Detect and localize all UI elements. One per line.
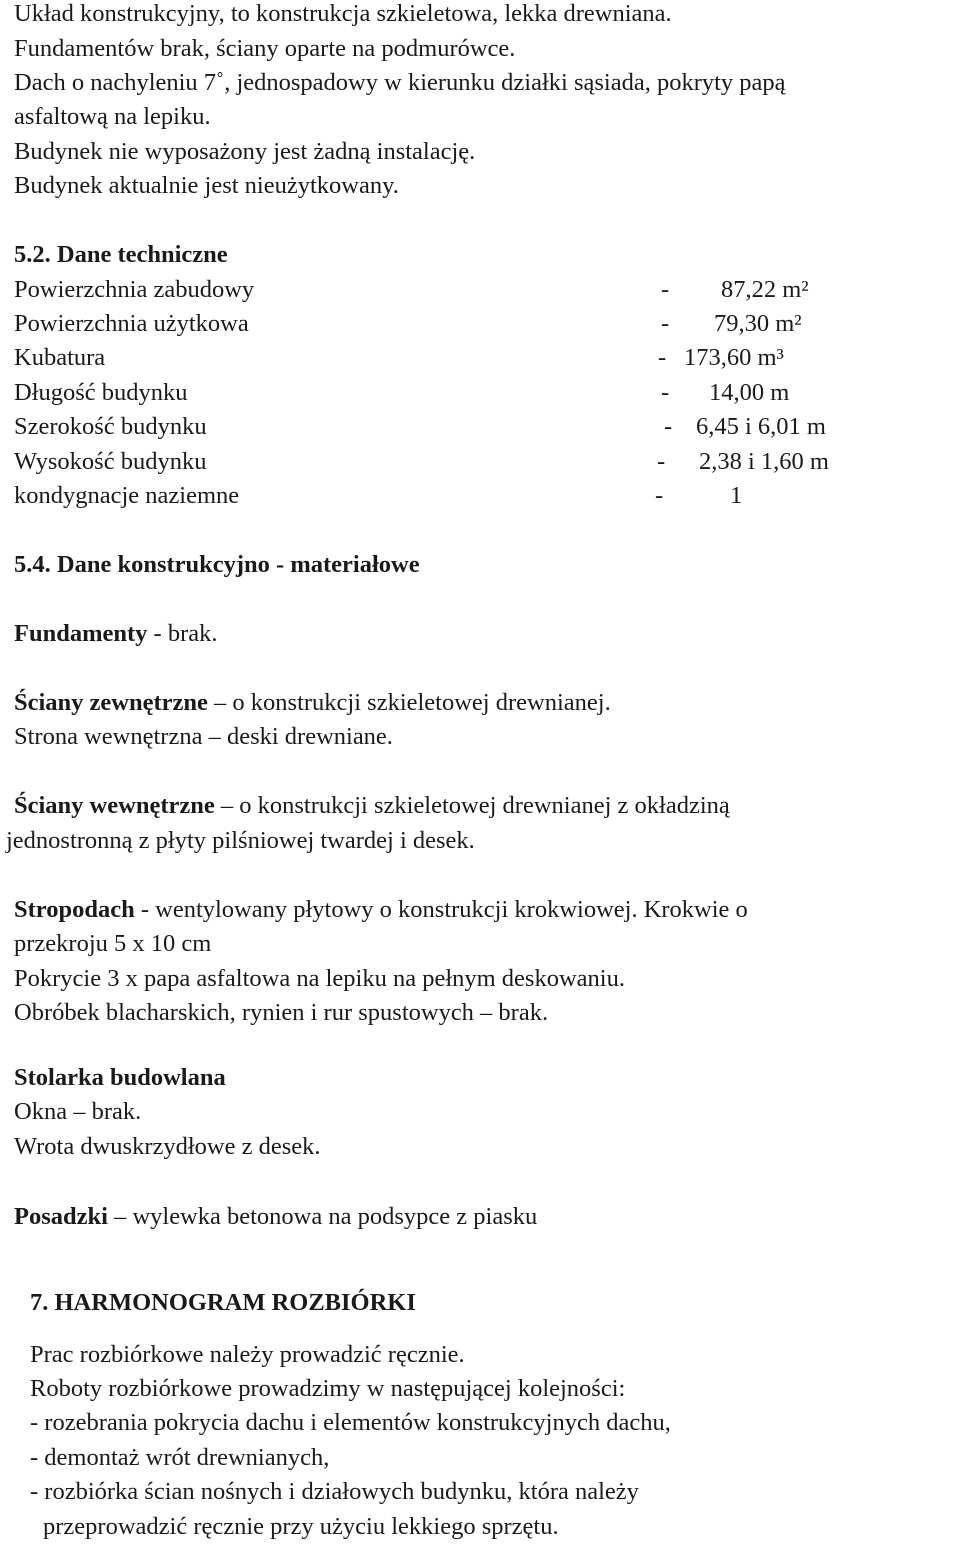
tech-value: 1 bbox=[730, 482, 743, 509]
harmonogram-heading: 7. HARMONOGRAM ROZBIÓRKI bbox=[30, 1289, 416, 1316]
stolarka-line-2: Wrota dwuskrzydłowe z desek. bbox=[14, 1133, 321, 1160]
tech-heading: 5.2. Dane techniczne bbox=[14, 241, 228, 268]
tech-value: 2,38 i 1,60 m bbox=[699, 448, 829, 475]
tech-dash: - bbox=[658, 344, 667, 371]
posadzki-line bbox=[14, 1205, 537, 1230]
tech-value: 79,30 m² bbox=[714, 310, 802, 337]
stropodach-label: Stropodach bbox=[14, 896, 135, 923]
stolarka-heading: Stolarka budowlana bbox=[14, 1064, 226, 1091]
tech-dash: - bbox=[661, 310, 670, 337]
materials-heading: 5.4. Dane konstrukcyjno - materiałowe bbox=[14, 551, 420, 578]
fundamenty-text: - brak. bbox=[147, 620, 218, 647]
tech-dash: - bbox=[664, 413, 673, 440]
posadzki-text: – wylewka betonowa na podsypce z piasku bbox=[107, 1203, 538, 1230]
stolarka-line-1: Okna – brak. bbox=[14, 1098, 142, 1125]
tech-dash: - bbox=[657, 448, 666, 475]
tech-row bbox=[14, 484, 914, 514]
tech-label: Wysokość budynku bbox=[14, 448, 207, 475]
stropodach-line-4: Obróbek blacharskich, rynien i rur spustowych – brak. bbox=[14, 999, 549, 1026]
intro-line-3: Dach o nachyleniu 7˚, jednospadowy w kierunku działki sąsiada, pokryty papą bbox=[14, 69, 786, 96]
sciany-zewnetrzne-line-2: Strona wewnętrzna – deski drewniane. bbox=[14, 723, 393, 750]
posadzki-label: Posadzki bbox=[14, 1203, 108, 1230]
stropodach-line-3: Pokrycie 3 x papa asfaltowa na lepiku na pełnym deskowaniu. bbox=[14, 965, 625, 992]
tech-row bbox=[14, 381, 914, 411]
sciany-wewnetrzne-label: Ściany wewnętrzne bbox=[14, 792, 215, 819]
tech-row bbox=[14, 312, 914, 342]
tech-label: Szerokość budynku bbox=[14, 413, 207, 440]
sciany-zewnetrzne-label: Ściany zewnętrzne bbox=[14, 689, 208, 716]
tech-row bbox=[14, 346, 914, 376]
intro-line-5: Budynek nie wyposażony jest żadną instalację. bbox=[14, 138, 476, 165]
stropodach-line bbox=[14, 898, 748, 923]
tech-value: 173,60 m³ bbox=[684, 344, 784, 371]
tech-value: 87,22 m² bbox=[721, 276, 809, 303]
sciany-wewnetrzne-line-2: jednostronną z płyty pilśniowej twardej i desek. bbox=[6, 827, 475, 854]
tech-row bbox=[14, 415, 914, 445]
stropodach-line-2: przekroju 5 x 10 cm bbox=[14, 930, 212, 957]
sciany-zewnetrzne-text: – o konstrukcji szkieletowej drewnianej. bbox=[207, 689, 611, 716]
harmonogram-line-1: Prac rozbiórkowe należy prowadzić ręcznie. bbox=[30, 1341, 465, 1368]
fundamenty-label: Fundamenty bbox=[14, 620, 148, 647]
harmonogram-line-3: - rozebrania pokrycia dachu i elementów konstrukcyjnych dachu, bbox=[30, 1409, 671, 1436]
tech-row bbox=[14, 450, 914, 480]
intro-line-1: Układ konstrukcyjny, to konstrukcja szkieletowa, lekka drewniana. bbox=[14, 0, 672, 27]
stropodach-text: - wentylowany płytowy o konstrukcji krokwiowej. Krokwie o bbox=[134, 896, 748, 923]
tech-value: 6,45 i 6,01 m bbox=[696, 413, 826, 440]
sciany-zewnetrzne-line bbox=[14, 691, 611, 716]
harmonogram-line-6: przeprowadzić ręcznie przy użyciu lekkiego sprzętu. bbox=[43, 1513, 559, 1540]
sciany-wewnetrzne-text: – o konstrukcji szkieletowej drewnianej z okładziną bbox=[214, 792, 730, 819]
harmonogram-line-2: Roboty rozbiórkowe prowadzimy w następującej kolejności: bbox=[30, 1375, 626, 1402]
tech-dash: - bbox=[661, 276, 670, 303]
tech-dash: - bbox=[655, 482, 664, 509]
fundamenty-line bbox=[14, 622, 218, 647]
intro-line-2: Fundamentów brak, ściany oparte na podmurówce. bbox=[14, 35, 516, 62]
tech-label: Kubatura bbox=[14, 344, 106, 371]
tech-value: 14,00 m bbox=[709, 379, 790, 406]
intro-line-4: asfaltową na lepiku. bbox=[14, 103, 211, 130]
tech-label: Powierzchnia zabudowy bbox=[14, 276, 255, 303]
tech-label: kondygnacje naziemne bbox=[14, 482, 240, 509]
harmonogram-line-4: - demontaż wrót drewnianych, bbox=[30, 1444, 330, 1471]
tech-label: Długość budynku bbox=[14, 379, 188, 406]
tech-row bbox=[14, 278, 914, 308]
intro-line-6: Budynek aktualnie jest nieużytkowany. bbox=[14, 172, 399, 199]
tech-dash: - bbox=[661, 379, 670, 406]
tech-label: Powierzchnia użytkowa bbox=[14, 310, 249, 337]
sciany-wewnetrzne-line bbox=[14, 794, 730, 819]
harmonogram-line-5: - rozbiórka ścian nośnych i działowych budynku, która należy bbox=[30, 1478, 639, 1505]
